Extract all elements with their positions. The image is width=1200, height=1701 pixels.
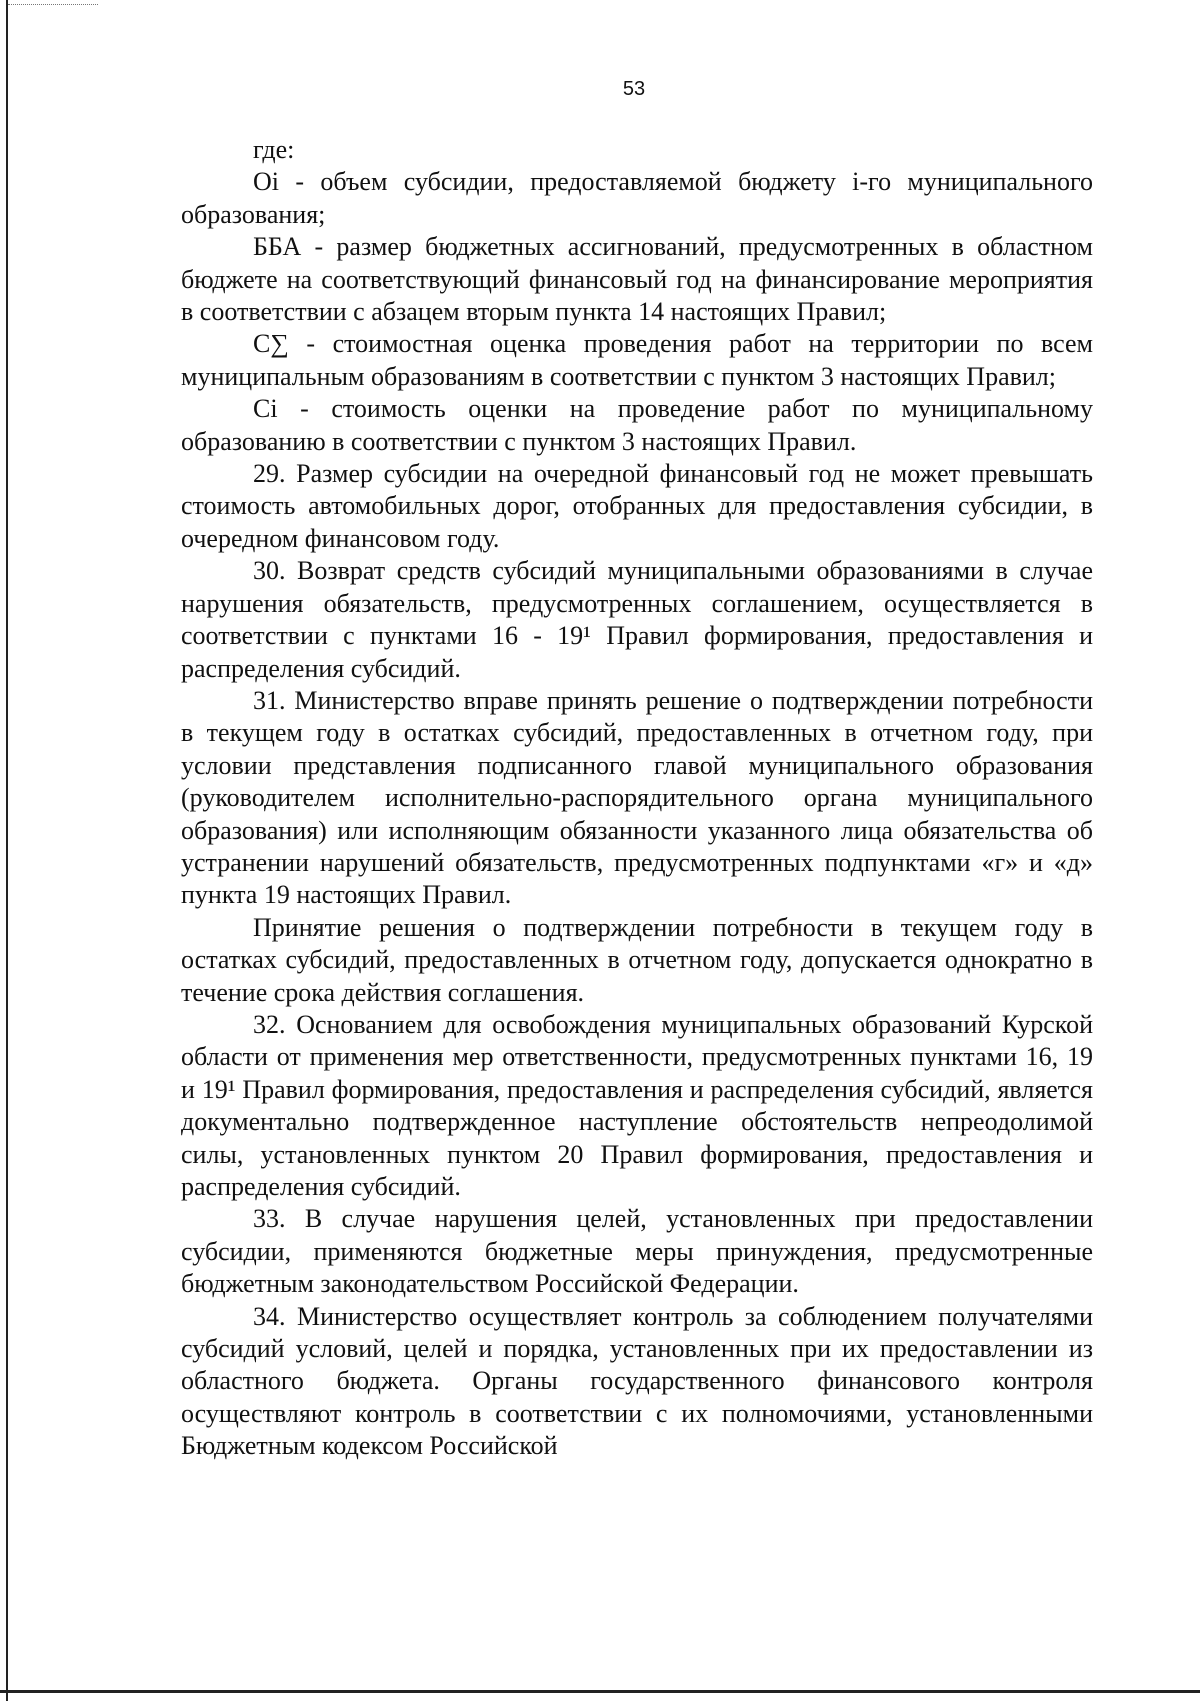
paragraph-ci-definition: Ci - стоимость оценки на проведение работ по муниципальному образованию в соответствии с пунктом 3 настоящих Правил. [181,394,1093,456]
paragraph-clause-34: 34. Министерство осуществляет контроль за соблюдением получателями субсидий условий, целей и порядка, установленных при их предоставлении из областного бюджета. Органы государственного финансового контроля осуществляют контроль в соответствии с их полномочиями, установленными Бюджетным кодексом Российской [181,1301,1093,1461]
paragraph-bba-definition: ББА - размер бюджетных ассигнований, предусмотренных в областном бюджете на соответствующий финансовый год на финансирование мероприятия в соответствии с абзацем вторым пункта 14 настоящих Правил; [181,232,1093,327]
page-number: 53 [622,78,646,100]
scan-edge-bottom [0,1690,1200,1693]
paragraph-clause-29: 29. Размер субсидии на очередной финансовый год не может превышать стоимость автомобильных дорог, отобранных для предоставления субсидии, в очередном финансовом году. [181,459,1093,553]
paragraph-clause-31: 31. Министерство вправе принять решение о подтверждении потребности в текущем году в остатках субсидий, предоставленных в отчетном году, при условии представления подписанного главой муниципального образования (руководителем исполнительно-распорядительного органа муниципального образования) или исполняющим обязанности указанного лица обязательства об устранении нарушений обязательств, предусмотренных подпунктами «г» и «д» пункта 19 настоящих Правил. [181,685,1093,910]
paragraph-oi-definition: Оi - объем субсидии, предоставляемой бюджету i-го муниципального образования; [181,167,1093,229]
paragraph-clause-32: 32. Основанием для освобождения муниципальных образований Курской области от применения мер ответственности, предусмотренных пунктами 16, 19 и 19¹ Правил формирования, предоставления и распределения субсидий, является документально подтвержденное наступление обстоятельств непреодолимой силы, установленных пунктом 20 Правил формирования, предоставления и распределения субсидий. [181,1009,1093,1201]
scan-edge-left [6,0,8,1701]
paragraph-where: где: [253,135,295,164]
paragraph-csum-definition: C∑ - стоимостная оценка проведения работ на территории по всем муниципальным образованиям в соответствии с пунктом 3 настоящих Правил; [181,329,1093,391]
paragraph-clause-31-continued: Принятие решения о подтверждении потребности в текущем году в остатках субсидий, предоставленных в отчетном году, допускается однократно в течение срока действия соглашения. [181,912,1093,1007]
paragraph-clause-33: 33. В случае нарушения целей, установленных при предоставлении субсидии, применяются бюджетные меры принуждения, предусмотренные бюджетным законодательством Российской Федерации. [181,1204,1093,1299]
document-body [181,134,1093,1463]
paragraph-clause-30: 30. Возврат средств субсидий муниципальными образованиями в случае нарушения обязательств, предусмотренных соглашением, осуществляется в соответствии с пунктами 16 - 19¹ Правил формирования, предоставления и распределения субсидий. [181,556,1093,683]
scan-top-mark [8,4,98,6]
